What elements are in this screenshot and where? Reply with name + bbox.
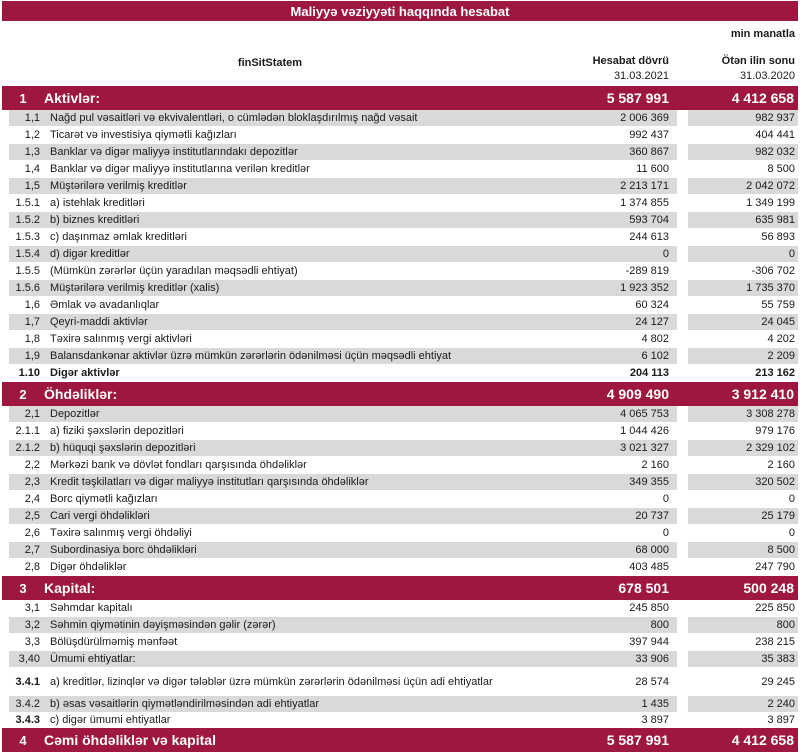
row-label: Nağd pul vəsaitləri və ekvivalentləri, o cümlədən bloklaşdırılmış nağd vəsait	[44, 110, 538, 126]
table-row	[2, 559, 798, 576]
row-value-current: -289 819	[625, 265, 669, 277]
row-left-pad	[2, 195, 9, 211]
row-gap	[677, 280, 688, 296]
row-label: Əmlak və avadanlıqlar	[50, 299, 160, 311]
table-row	[2, 617, 798, 634]
table-row	[2, 110, 798, 127]
row-value-prior: 0	[788, 527, 795, 539]
table-row	[2, 161, 798, 178]
row-value-current: 20 737	[538, 508, 677, 524]
section-number: 1	[19, 90, 27, 106]
row-value-prior: 982 937	[688, 110, 798, 126]
row-value-prior: 25 179	[688, 508, 798, 524]
row-number: 1,3	[9, 144, 44, 160]
row-value-prior: 2 209	[688, 348, 798, 364]
row-label: Səhmin qiymətinin dəyişməsindən gəlir (zərər)	[44, 617, 538, 633]
row-left-pad	[2, 246, 9, 262]
row-value-current: 2 160	[641, 459, 669, 471]
row-value-current: 24 127	[538, 314, 677, 330]
row-gap	[677, 365, 688, 381]
row-number: 3,3	[24, 636, 40, 648]
row-value-current: 4 065 753	[538, 406, 677, 422]
row-label: Depozitlər	[44, 406, 538, 422]
row-value-prior: 29 245	[761, 675, 795, 688]
financial-statement-page	[2, 1, 798, 752]
row-number: 2,3	[9, 474, 44, 490]
band-gap	[677, 382, 688, 406]
row-number: 2.1.2	[9, 440, 44, 456]
table-row	[2, 144, 798, 161]
section-value-current: 678 501	[618, 580, 669, 596]
row-label: b) biznes kreditləri	[44, 212, 538, 228]
row-gap	[677, 144, 688, 160]
row-left-pad	[2, 525, 9, 541]
row-left-pad	[2, 110, 9, 126]
section-value-current: 5 587 991	[606, 90, 669, 106]
row-label: c) daşınmaz əmlak kreditləri	[50, 231, 187, 243]
table-row	[2, 246, 798, 263]
row-number: 3,2	[9, 617, 44, 633]
row-gap	[677, 696, 688, 712]
row-left-pad	[2, 559, 9, 575]
row-gap	[677, 423, 688, 439]
table-row	[2, 229, 798, 246]
row-gap	[677, 440, 688, 456]
table-row	[2, 440, 798, 457]
current-period-header	[538, 54, 677, 84]
table-row	[2, 525, 798, 542]
row-value-current: 593 704	[538, 212, 677, 228]
row-number: 2.1.1	[15, 425, 40, 437]
row-value-current: 204 113	[629, 367, 669, 379]
row-gap	[677, 297, 688, 313]
row-value-prior: 24 045	[688, 314, 798, 330]
row-value-current: 3 897	[641, 714, 669, 726]
row-number: 1.5.1	[15, 197, 40, 209]
row-gap	[677, 195, 688, 211]
table-row	[2, 297, 798, 314]
row-value-current: 0	[538, 246, 677, 262]
row-number: 2,2	[24, 459, 40, 471]
section-band	[2, 576, 798, 600]
table-row	[2, 713, 798, 728]
row-left-pad	[2, 212, 9, 228]
row-value-prior: 800	[688, 617, 798, 633]
row-gap	[677, 178, 688, 194]
table-row	[2, 331, 798, 348]
row-value-current: 68 000	[538, 542, 677, 558]
unit-note: min manatla	[730, 28, 795, 40]
row-left-pad	[2, 178, 9, 194]
row-gap	[677, 263, 688, 279]
row-label: Digər öhdəliklər	[50, 561, 127, 573]
row-left-pad	[2, 144, 9, 160]
row-value-prior: 225 850	[755, 602, 795, 614]
row-left-pad	[2, 229, 9, 245]
band-gap	[677, 576, 688, 600]
table-row	[2, 348, 798, 365]
row-value-current: 2 213 171	[538, 178, 677, 194]
table-row	[2, 406, 798, 423]
row-number: 2,5	[9, 508, 44, 524]
row-value-current: 3 021 327	[538, 440, 677, 456]
row-value-prior: 8 500	[767, 163, 795, 175]
row-value-prior: -306 702	[751, 265, 795, 277]
row-label: Banklar və digər maliyyə institutlarına verilən kreditlər	[50, 163, 310, 175]
section-value-prior: 4 412 658	[731, 90, 794, 106]
row-value-current: 2 006 369	[538, 110, 677, 126]
row-value-prior: 979 176	[755, 425, 795, 437]
row-value-current: 1 435	[538, 696, 677, 712]
row-gap	[677, 668, 688, 695]
table-row	[2, 491, 798, 508]
section-label: Aktivlər:	[44, 90, 101, 106]
row-number: 1.5.2	[9, 212, 44, 228]
table-row	[2, 423, 798, 440]
table-row	[2, 365, 798, 382]
row-left-pad	[2, 617, 9, 633]
report-title: Maliyyə vəziyyəti haqqında hesabat	[290, 3, 510, 19]
row-number: 1.5.4	[9, 246, 44, 262]
row-value-prior: 3 308 278	[688, 406, 798, 422]
row-value-prior: 0	[688, 246, 798, 262]
row-label: d) digər kreditlər	[44, 246, 538, 262]
row-value-prior: 635 981	[688, 212, 798, 228]
row-left-pad	[2, 263, 9, 279]
row-gap	[677, 406, 688, 422]
row-value-current: 403 485	[629, 561, 669, 573]
row-number: 1,6	[24, 299, 40, 311]
row-value-prior: 1 349 199	[746, 197, 795, 209]
current-period-label: Hesabat dövrü	[592, 55, 669, 67]
row-number: 1.5.5	[15, 265, 40, 277]
row-value-current: 245 850	[629, 602, 669, 614]
table-row	[2, 212, 798, 229]
row-value-prior: 2 042 072	[688, 178, 798, 194]
section-number: 3	[19, 580, 27, 596]
section-label: Cəmi öhdəliklər və kapital	[44, 732, 216, 748]
section-number: 2	[19, 386, 27, 402]
row-value-prior: 247 790	[755, 561, 795, 573]
row-value-prior: 2 329 102	[688, 440, 798, 456]
section-band	[2, 382, 798, 406]
row-value-current: 360 867	[538, 144, 677, 160]
row-number: 2,1	[9, 406, 44, 422]
row-gap	[677, 331, 688, 347]
row-value-prior: 55 759	[761, 299, 795, 311]
row-gap	[677, 246, 688, 262]
row-gap	[677, 713, 688, 727]
row-number: 1,2	[24, 129, 40, 141]
row-value-current: 1 374 855	[620, 197, 669, 209]
row-value-prior: 213 162	[755, 367, 795, 379]
row-value-prior: 320 502	[688, 474, 798, 490]
row-left-pad	[2, 474, 9, 490]
row-value-current: 6 102	[538, 348, 677, 364]
table-row	[2, 195, 798, 212]
row-left-pad	[2, 161, 9, 177]
row-left-pad	[2, 668, 9, 695]
row-label: Müştərilərə verilmiş kreditlər	[44, 178, 538, 194]
row-label: Ticarət və investisiya qiymətli kağızları	[50, 129, 237, 141]
row-value-current: 800	[538, 617, 677, 633]
row-left-pad	[2, 651, 9, 667]
row-label: Mərkəzi bank və dövlət fondları qarşısında öhdəliklər	[50, 459, 307, 471]
row-number: 2,7	[9, 542, 44, 558]
row-value-current: 0	[662, 493, 669, 505]
row-left-pad	[2, 406, 9, 422]
row-number: 2,8	[24, 561, 40, 573]
row-left-pad	[2, 696, 9, 712]
row-label: Qeyri-maddi aktivlər	[44, 314, 538, 330]
row-left-pad	[2, 542, 9, 558]
row-number: 1.10	[18, 367, 40, 379]
table-row	[2, 668, 798, 696]
row-value-current: 33 906	[538, 651, 677, 667]
row-left-pad	[2, 713, 9, 727]
row-gap	[677, 617, 688, 633]
current-period-date: 31.03.2021	[613, 70, 669, 82]
row-value-current: 28 574	[635, 675, 669, 688]
table-row	[2, 634, 798, 651]
table-row	[2, 280, 798, 297]
section-band	[2, 86, 798, 110]
row-value-current: 11 600	[636, 163, 669, 175]
row-value-current: 60 324	[635, 299, 669, 311]
row-gap	[677, 127, 688, 143]
row-number: 3,40	[9, 651, 44, 667]
row-value-prior: 4 202	[767, 333, 795, 345]
row-value-current: 1 923 352	[538, 280, 677, 296]
section-value-prior: 4 412 658	[731, 732, 794, 748]
table-row	[2, 600, 798, 617]
table-row	[2, 263, 798, 280]
row-gap	[677, 348, 688, 364]
row-gap	[677, 474, 688, 490]
row-value-prior: 2 160	[767, 459, 795, 471]
prior-period-label: Ötən ilin sonu	[721, 55, 795, 67]
row-number: 1,1	[9, 110, 44, 126]
table-row	[2, 696, 798, 713]
table-row	[2, 542, 798, 559]
row-gap	[677, 651, 688, 667]
table-row	[2, 127, 798, 144]
row-label: Cari vergi öhdəlikləri	[44, 508, 538, 524]
row-number: 1,5	[9, 178, 44, 194]
row-left-pad	[2, 297, 9, 313]
row-label: b) əsas vəsaitlərin qiymətləndirilməsindən adi ehtiyatlar	[44, 696, 538, 712]
row-value-prior: 1 735 370	[688, 280, 798, 296]
table-row	[2, 314, 798, 331]
section-value-current: 5 587 991	[606, 732, 669, 748]
row-label: Ümumi ehtiyatlar:	[44, 651, 538, 667]
row-label: Digər aktivlər	[50, 367, 120, 379]
row-gap	[677, 314, 688, 330]
row-gap	[677, 559, 688, 575]
section-label: Kapital:	[44, 580, 96, 596]
row-gap	[677, 508, 688, 524]
row-label: a) kreditlər, lizinqlər və digər tələblər üzrə mümkün zərərlərin ödənilməsi üçün adi ehtiyatlar	[50, 675, 493, 688]
row-value-current: 992 437	[629, 129, 669, 141]
row-gap	[677, 229, 688, 245]
section-band	[2, 728, 798, 752]
row-gap	[677, 491, 688, 507]
row-gap	[677, 634, 688, 650]
row-label: b) hüquqi şəxslərin depozitləri	[44, 440, 538, 456]
table-row	[2, 651, 798, 668]
unit-note-row	[2, 21, 798, 40]
row-number: 1,9	[9, 348, 44, 364]
row-value-current: 4 802	[641, 333, 669, 345]
row-number: 1,4	[24, 163, 40, 175]
row-value-prior: 404 441	[755, 129, 795, 141]
section-value-prior: 3 912 410	[731, 386, 794, 402]
table-row	[2, 474, 798, 491]
row-label: Balansdankənar aktivlər üzrə mümkün zərərlərin ödənilməsi üçün məqsədli ehtiyat	[44, 348, 538, 364]
statement-table	[2, 86, 798, 752]
row-number: 3.4.3	[15, 714, 40, 726]
row-value-prior: 56 893	[761, 231, 795, 243]
row-label: Müştərilərə verilmiş kreditlər (xalis)	[44, 280, 538, 296]
row-value-prior: 3 897	[767, 714, 795, 726]
row-value-current: 349 355	[538, 474, 677, 490]
row-left-pad	[2, 440, 9, 456]
row-left-pad	[2, 491, 9, 507]
row-number: 3.4.1	[15, 675, 40, 688]
row-number: 2,6	[24, 527, 40, 539]
row-label: Banklar və digər maliyyə institutlarındakı depozitlər	[44, 144, 538, 160]
row-value-current: 397 944	[629, 636, 669, 648]
section-value-prior: 500 248	[743, 580, 794, 596]
row-label: Subordinasiya borc öhdəlikləri	[44, 542, 538, 558]
prior-period-date: 31.03.2020	[739, 70, 795, 82]
row-gap	[677, 600, 688, 616]
row-value-current: 0	[662, 527, 669, 539]
form-code: finSitStatem	[237, 57, 303, 69]
band-gap	[677, 86, 688, 110]
section-value-current: 4 909 490	[606, 386, 669, 402]
row-number: 1,7	[9, 314, 44, 330]
row-left-pad	[2, 348, 9, 364]
row-value-current: 1 044 426	[620, 425, 669, 437]
row-number: 2,4	[24, 493, 40, 505]
row-gap	[677, 212, 688, 228]
row-value-prior: 0	[788, 493, 795, 505]
row-label: Təxirə salınmış vergi aktivləri	[50, 333, 192, 345]
table-row	[2, 457, 798, 474]
report-title-bar	[2, 1, 798, 21]
row-label: Bölüşdürülməmiş mənfəət	[50, 636, 178, 648]
row-left-pad	[2, 365, 9, 381]
row-gap	[677, 110, 688, 126]
row-left-pad	[2, 457, 9, 473]
row-number: 3.4.2	[9, 696, 44, 712]
row-value-prior: 8 500	[688, 542, 798, 558]
row-left-pad	[2, 634, 9, 650]
section-label: Öhdəliklər:	[44, 386, 118, 402]
row-left-pad	[2, 508, 9, 524]
row-label: c) digər ümumi ehtiyatlar	[50, 714, 171, 726]
table-row	[2, 508, 798, 525]
row-value-prior: 982 032	[688, 144, 798, 160]
row-left-pad	[2, 423, 9, 439]
row-left-pad	[2, 127, 9, 143]
section-number: 4	[19, 732, 27, 748]
row-label: Təxirə salınmış vergi öhdəliyi	[50, 527, 192, 539]
row-gap	[677, 542, 688, 558]
row-number: 3,1	[24, 602, 40, 614]
row-value-prior: 2 240	[688, 696, 798, 712]
row-number: 1.5.6	[9, 280, 44, 296]
row-gap	[677, 161, 688, 177]
row-value-prior: 238 215	[755, 636, 795, 648]
row-left-pad	[2, 331, 9, 347]
row-value-current: 244 613	[629, 231, 669, 243]
row-number: 1,8	[24, 333, 40, 345]
column-headers	[2, 40, 798, 86]
row-label: Borc qiymətli kağızları	[50, 493, 158, 505]
band-gap	[677, 728, 688, 752]
row-left-pad	[2, 280, 9, 296]
row-label: Səhmdar kapitalı	[50, 602, 133, 614]
row-value-prior: 35 383	[688, 651, 798, 667]
row-label: a) istehlak kreditləri	[50, 197, 145, 209]
row-label: (Mümkün zərərlər üçün yaradılan məqsədli ehtiyat)	[50, 265, 298, 277]
table-row	[2, 178, 798, 195]
row-left-pad	[2, 314, 9, 330]
row-label: Kredit təşkilatları və digər maliyyə institutları qarşısında öhdəliklər	[44, 474, 538, 490]
prior-period-header	[688, 54, 798, 84]
row-left-pad	[2, 600, 9, 616]
row-gap	[677, 525, 688, 541]
row-number: 1.5.3	[15, 231, 40, 243]
row-label: a) fiziki şəxslərin depozitləri	[50, 425, 184, 437]
row-gap	[677, 457, 688, 473]
